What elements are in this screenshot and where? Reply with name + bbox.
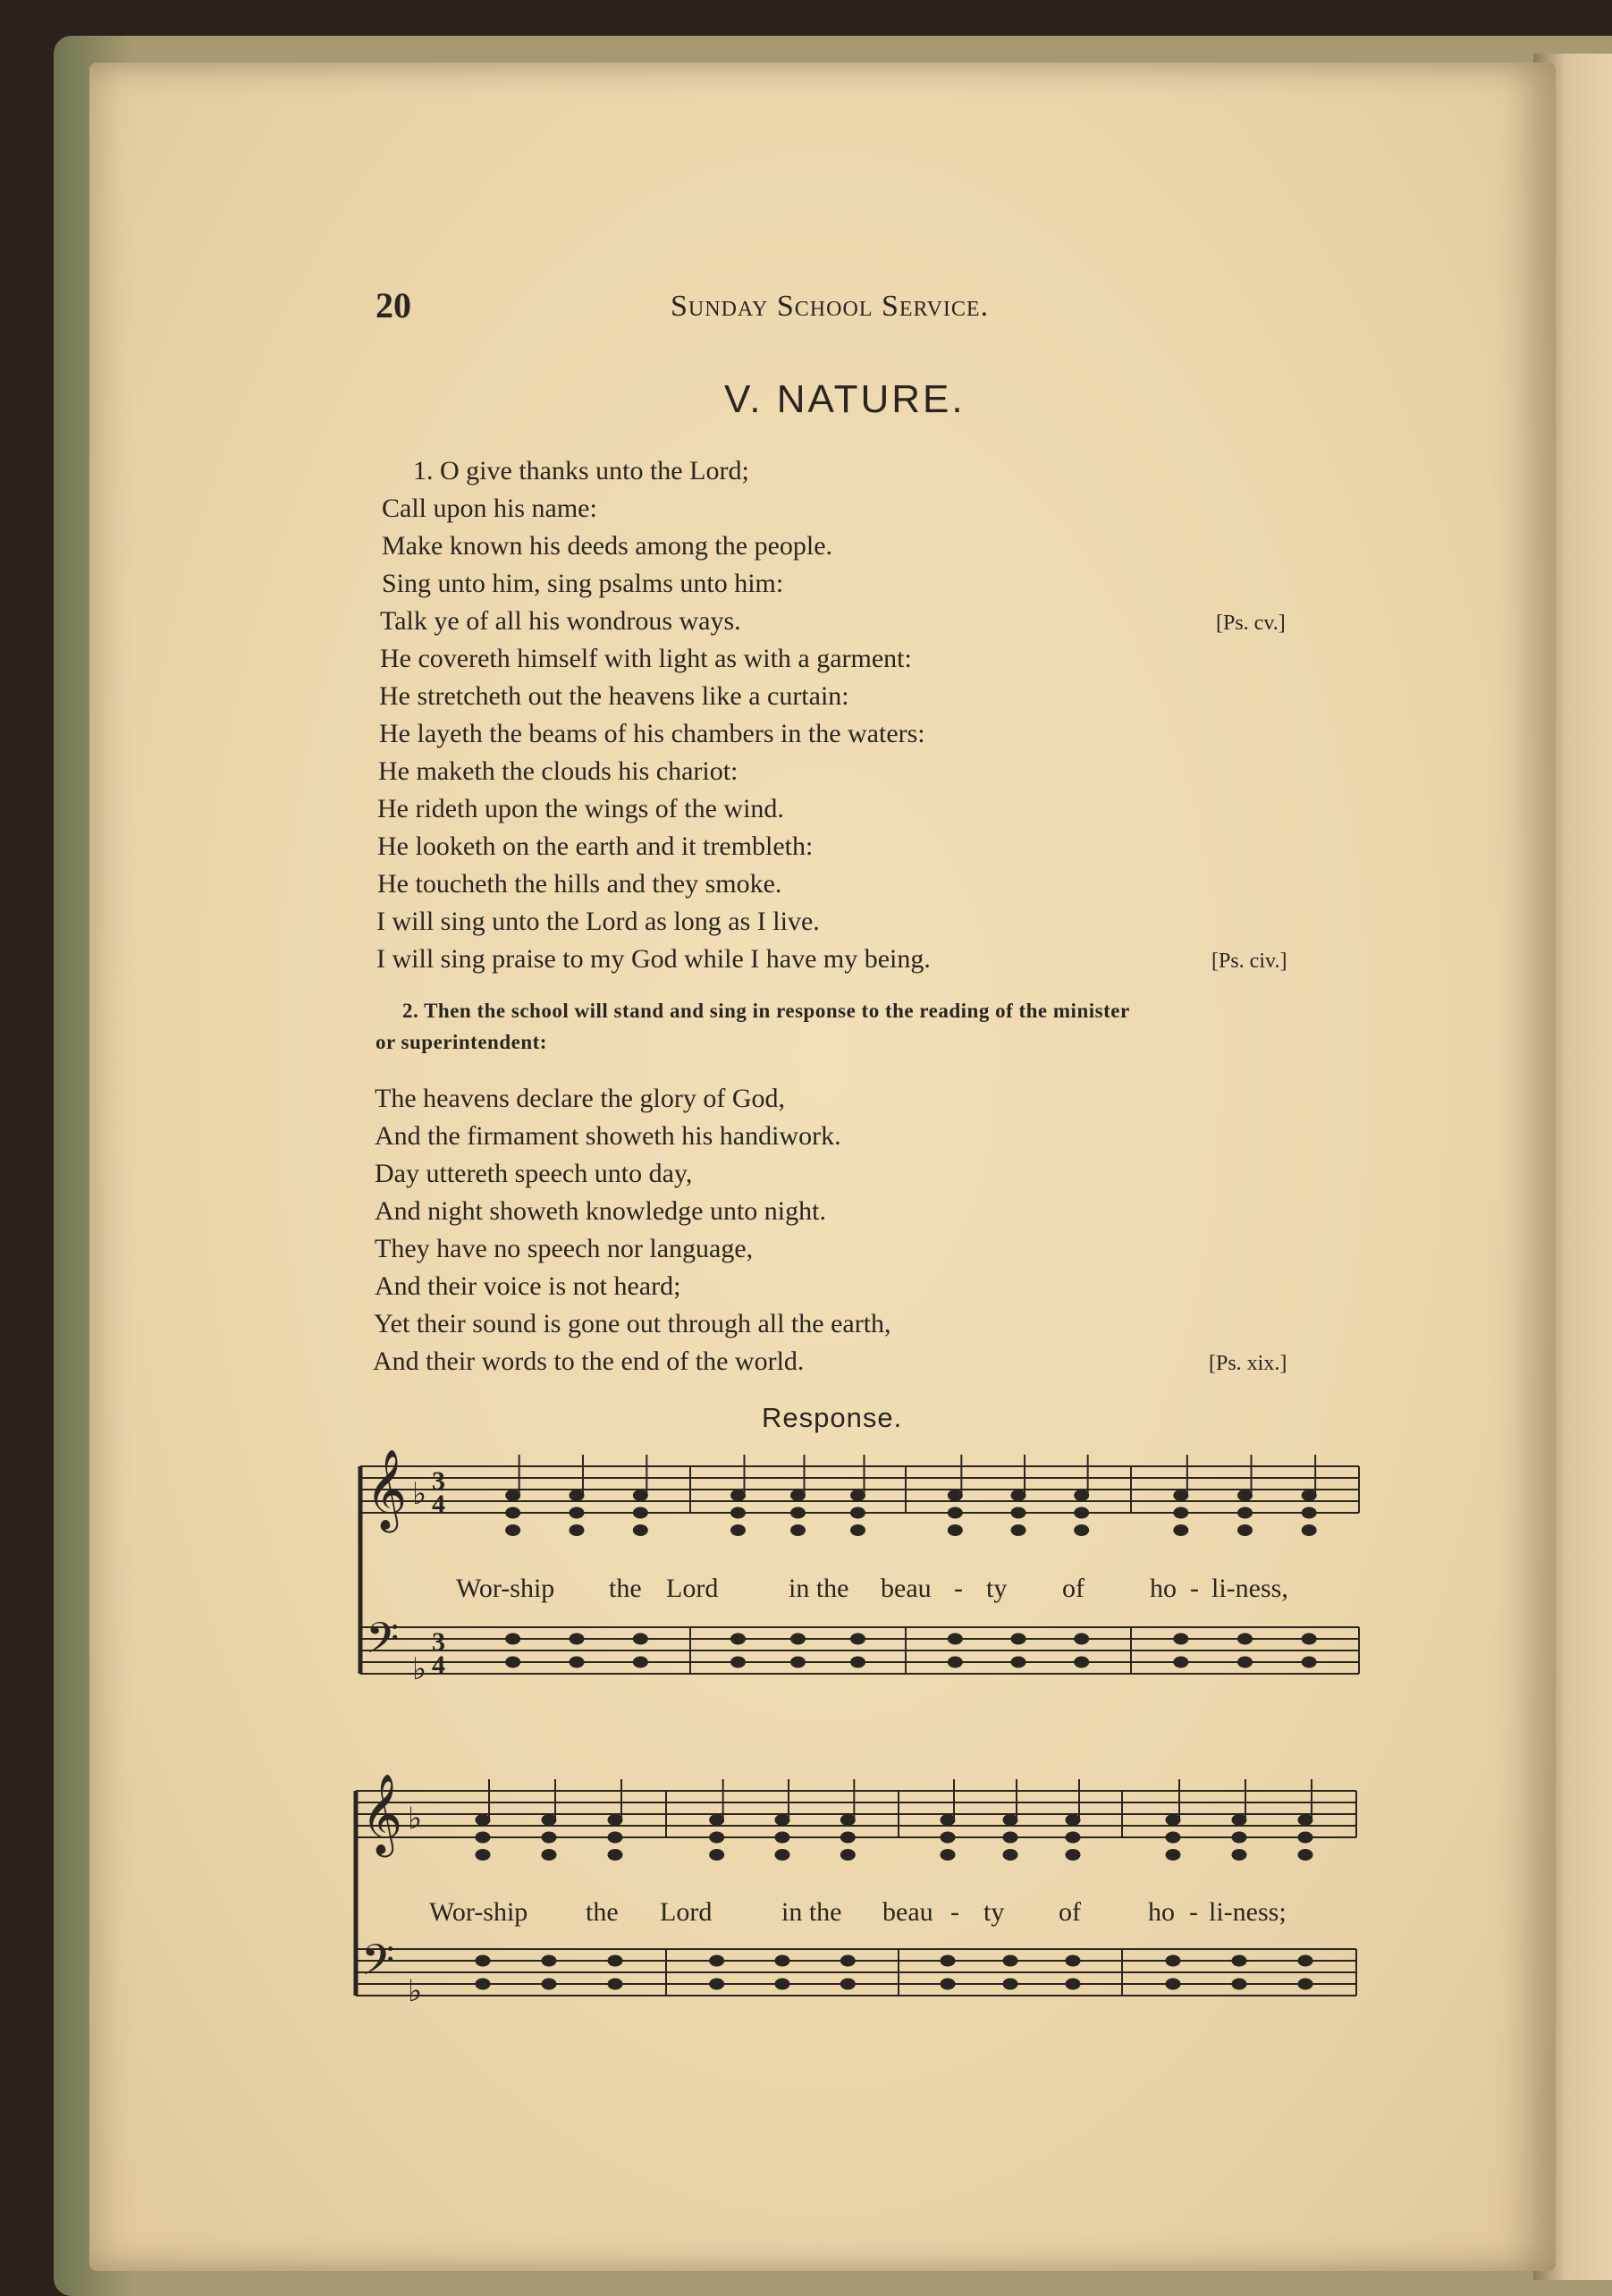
note-head [1011, 1490, 1025, 1501]
note-head [1003, 1979, 1017, 1989]
flat-sign: ♭ [412, 1476, 427, 1512]
verse-line: They have no speech nor language, [375, 1234, 754, 1263]
lyric-syllable: li-ness, [1211, 1574, 1288, 1603]
note-head [542, 1815, 556, 1826]
note-head [731, 1490, 746, 1501]
note-head [1011, 1525, 1025, 1536]
lyric-syllable: - [1190, 1574, 1199, 1603]
note-head [1298, 1979, 1312, 1989]
note-head [791, 1525, 806, 1536]
verse-line: Sing unto him, sing psalms unto him: [382, 569, 784, 598]
verse-line: He covereth himself with light as with a garment: [380, 644, 912, 673]
lyric-syllable: in the [781, 1897, 842, 1927]
note-head [948, 1657, 962, 1667]
note-head [840, 1979, 855, 1989]
verse-line: Call upon his name: [382, 494, 597, 523]
note-head [948, 1507, 962, 1518]
note-head [948, 1633, 962, 1644]
note-head [633, 1657, 647, 1667]
note-head [775, 1815, 789, 1826]
time-signature: 4 [432, 1490, 445, 1519]
lyric-syllable: Wor-ship [429, 1897, 528, 1927]
note-head [1232, 1979, 1246, 1989]
verse-line: And the firmament showeth his handiwork. [375, 1121, 841, 1151]
note-head [1232, 1850, 1246, 1861]
note-head [791, 1633, 806, 1644]
scripture-reference: [Ps. civ.] [1211, 950, 1287, 973]
lyric-syllable: the [586, 1897, 619, 1927]
time-signature: 4 [432, 1650, 445, 1680]
note-head [1066, 1850, 1080, 1861]
lyric-syllable: li-ness; [1209, 1897, 1287, 1927]
note-head [542, 1979, 556, 1989]
note-head [1174, 1657, 1188, 1667]
lyric-syllable: of [1059, 1897, 1081, 1927]
lyric-syllable: ho [1148, 1897, 1175, 1927]
note-head [506, 1633, 520, 1644]
note-head [1011, 1633, 1025, 1644]
note-head [1003, 1955, 1017, 1966]
note-head [941, 1979, 955, 1989]
note-head [1232, 1832, 1246, 1843]
note-head [1075, 1507, 1089, 1518]
note-head [1238, 1507, 1253, 1518]
verse-line: He maketh the clouds his chariot: [378, 756, 738, 786]
note-head [851, 1657, 865, 1667]
note-head [1174, 1633, 1188, 1644]
note-head [476, 1832, 490, 1843]
note-head [1066, 1832, 1080, 1843]
note-head [1075, 1633, 1089, 1644]
note-head [1075, 1490, 1089, 1501]
flat-sign: ♭ [412, 1651, 427, 1687]
note-head [1302, 1507, 1316, 1518]
note-head [476, 1815, 490, 1826]
bass-clef: 𝄢 [361, 1935, 395, 1996]
section-title: V. NATURE. [724, 377, 966, 421]
page-number: 20 [376, 285, 411, 325]
note-head [775, 1850, 789, 1861]
bass-clef: 𝄢 [366, 1613, 400, 1674]
verse-line: Yet their sound is gone out through all the earth, [374, 1309, 891, 1338]
note-head [1238, 1633, 1253, 1644]
note-head [570, 1633, 584, 1644]
lyric-syllable: ty [983, 1897, 1005, 1927]
verse-line: He toucheth the hills and they smoke. [377, 869, 782, 899]
note-head [840, 1815, 855, 1826]
note-head [851, 1490, 865, 1501]
note-head [1232, 1815, 1246, 1826]
note-head [1003, 1832, 1017, 1843]
note-head [1166, 1955, 1180, 1966]
note-head [731, 1633, 746, 1644]
note-head [1066, 1955, 1080, 1966]
note-head [1066, 1979, 1080, 1989]
verse-line: He rideth upon the wings of the wind. [377, 794, 784, 823]
note-head [476, 1850, 490, 1861]
note-head [948, 1490, 962, 1501]
verse-line: I will sing unto the Lord as long as I live. [376, 907, 820, 936]
lyric-syllable: of [1062, 1574, 1085, 1603]
verse-line: He looketh on the earth and it trembleth: [377, 831, 814, 861]
lyric-syllable: beau [882, 1897, 933, 1927]
note-head [1298, 1850, 1312, 1861]
running-head: Sunday School Service. [671, 290, 990, 323]
response-label: Response. [762, 1402, 903, 1433]
lyric-syllable: in the [789, 1574, 849, 1603]
verse-line: And their voice is not heard; [375, 1271, 681, 1301]
note-head [608, 1832, 622, 1843]
note-head [1003, 1815, 1017, 1826]
note-head [840, 1955, 855, 1966]
lyric-syllable: - [954, 1574, 963, 1603]
note-head [710, 1815, 724, 1826]
note-head [1075, 1525, 1089, 1536]
instruction-line: or superintendent: [376, 1031, 547, 1053]
note-head [791, 1657, 806, 1667]
note-head [1066, 1815, 1080, 1826]
note-head [1302, 1525, 1316, 1536]
note-head [1174, 1525, 1188, 1536]
note-head [1166, 1850, 1180, 1861]
verse-line: Day uttereth speech unto day, [375, 1159, 693, 1188]
note-head [775, 1979, 789, 1989]
note-head [710, 1850, 724, 1861]
scripture-reference: [Ps. xix.] [1209, 1352, 1287, 1375]
lyric-syllable: the [609, 1574, 642, 1603]
note-head [851, 1525, 865, 1536]
note-head [633, 1633, 647, 1644]
flat-sign: ♭ [408, 1973, 423, 2009]
lyric-syllable: Lord [666, 1574, 719, 1603]
note-head [542, 1832, 556, 1843]
note-head [710, 1955, 724, 1966]
lyric-syllable: - [1189, 1897, 1198, 1927]
flat-sign: ♭ [408, 1801, 423, 1836]
treble-clef: 𝄞 [361, 1774, 403, 1854]
note-head [851, 1633, 865, 1644]
verse-line: 1. O give thanks unto the Lord; [413, 456, 749, 485]
note-head [570, 1525, 584, 1536]
note-head [710, 1979, 724, 1989]
note-head [840, 1832, 855, 1843]
treble-clef: 𝄞 [366, 1449, 408, 1530]
note-head [542, 1850, 556, 1861]
note-head [633, 1490, 647, 1501]
note-head [1174, 1490, 1188, 1501]
note-head [791, 1490, 806, 1501]
note-head [731, 1507, 746, 1518]
note-head [506, 1657, 520, 1667]
note-head [1166, 1979, 1180, 1989]
note-head [941, 1832, 955, 1843]
note-head [731, 1525, 746, 1536]
note-head [1298, 1815, 1312, 1826]
verse-line: The heavens declare the glory of God, [375, 1084, 785, 1113]
note-head [1238, 1657, 1253, 1667]
verse-line: Make known his deeds among the people. [382, 531, 833, 561]
lyric-syllable: Wor-ship [456, 1574, 555, 1603]
note-head [506, 1507, 520, 1518]
note-head [570, 1657, 584, 1667]
note-head [948, 1525, 962, 1536]
verse-line: And night showeth knowledge unto night. [375, 1196, 826, 1226]
note-head [608, 1815, 622, 1826]
note-head [1166, 1815, 1180, 1826]
note-head [542, 1955, 556, 1966]
note-head [1011, 1657, 1025, 1667]
note-head [633, 1525, 647, 1536]
note-head [506, 1490, 520, 1501]
note-head [941, 1850, 955, 1861]
note-head [775, 1955, 789, 1966]
lyric-syllable: ty [986, 1574, 1008, 1603]
verse-line: He stretcheth out the heavens like a curtain: [379, 681, 849, 711]
verse-line: And their words to the end of the world. [373, 1346, 805, 1376]
note-head [731, 1657, 746, 1667]
note-head [1166, 1832, 1180, 1843]
note-head [1011, 1507, 1025, 1518]
verse-line: He layeth the beams of his chambers in the waters: [379, 719, 925, 748]
note-head [1298, 1955, 1312, 1966]
note-head [476, 1979, 490, 1989]
note-head [710, 1832, 724, 1843]
note-head [851, 1507, 865, 1518]
note-head [775, 1832, 789, 1843]
verse-line: I will sing praise to my God while I have my being. [376, 944, 931, 974]
note-head [476, 1955, 490, 1966]
note-head [608, 1955, 622, 1966]
note-head [1302, 1657, 1316, 1667]
lyric-syllable: - [950, 1897, 959, 1927]
note-head [1238, 1525, 1253, 1536]
note-head [608, 1850, 622, 1861]
lyric-syllable: Lord [660, 1897, 713, 1927]
note-head [506, 1525, 520, 1536]
note-head [1232, 1955, 1246, 1966]
note-head [941, 1815, 955, 1826]
time-signature: 3 [432, 1466, 445, 1496]
note-head [941, 1955, 955, 1966]
verse-line: Talk ye of all his wondrous ways. [380, 606, 741, 636]
note-head [1302, 1633, 1316, 1644]
lyric-syllable: ho [1150, 1574, 1177, 1603]
note-head [1174, 1507, 1188, 1518]
note-head [1075, 1657, 1089, 1667]
note-head [570, 1507, 584, 1518]
note-head [1238, 1490, 1253, 1501]
note-head [1302, 1490, 1316, 1501]
note-head [791, 1507, 806, 1518]
instruction-line: 2. Then the school will stand and sing in response to the reading of the minister [402, 1000, 1130, 1022]
lyric-syllable: beau [881, 1574, 932, 1603]
note-head [840, 1850, 855, 1861]
time-signature: 3 [432, 1627, 445, 1657]
note-head [1003, 1850, 1017, 1861]
scripture-reference: [Ps. cv.] [1216, 612, 1286, 635]
note-head [608, 1979, 622, 1989]
note-head [1298, 1832, 1312, 1843]
note-head [633, 1507, 647, 1518]
note-head [570, 1490, 584, 1501]
